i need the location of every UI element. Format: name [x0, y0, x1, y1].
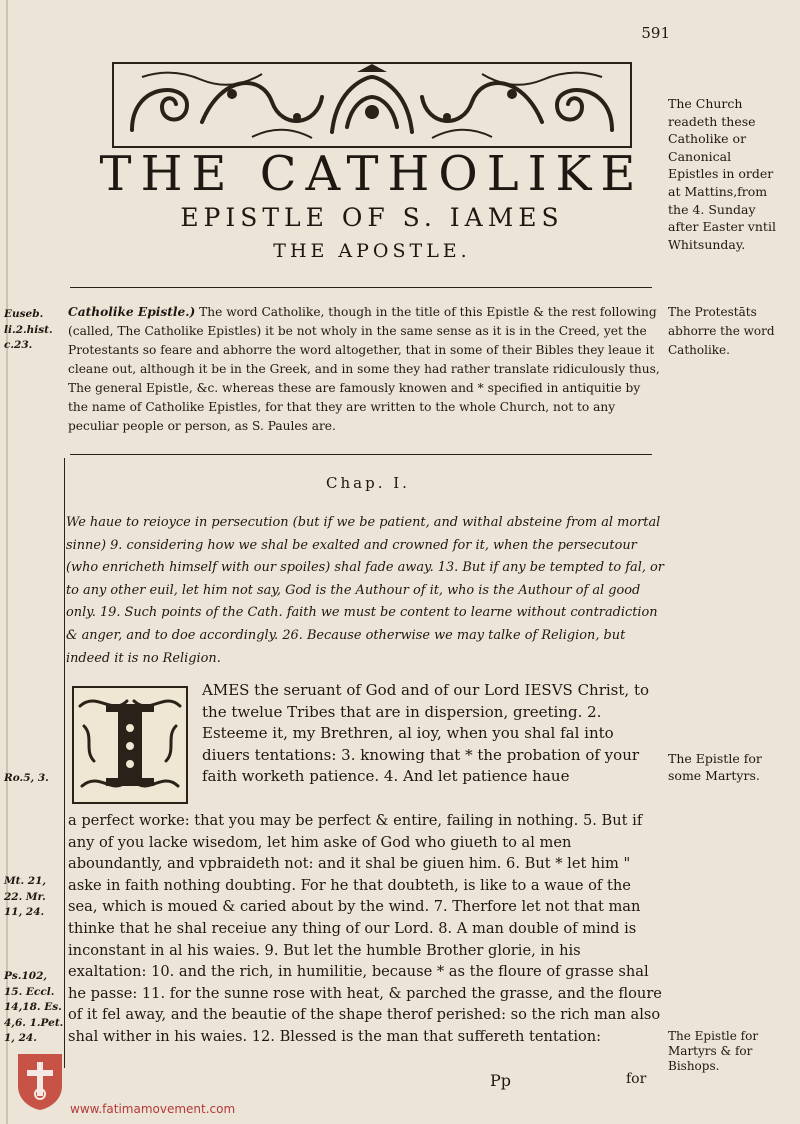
margin-note-ps: Ps.102, 15. Eccl. 14,18. Es. 4,6. 1.Pet. 1, 24.	[4, 970, 64, 1044]
book-subtitle: EPISTLE OF S. IAMES	[180, 203, 564, 232]
margin-note-protestants: The Protestāts abhorre the word Catholike.	[668, 305, 775, 357]
title-rule	[70, 287, 652, 288]
chapter-heading: Chap. I.	[326, 474, 410, 492]
page-edge	[6, 0, 8, 1124]
seal-logo-icon	[14, 1050, 66, 1112]
margin-note-epistle-bishops: The Epistle for Martyrs & for Bishops.	[668, 1029, 759, 1073]
book-subtitle-apostle: THE APOSTLE.	[273, 240, 471, 262]
intro-label: Catholike Epistle.)	[68, 305, 196, 319]
book-title: THE CATHOLIKE	[99, 146, 645, 202]
margin-note-mt: Mt. 21, 22. Mr. 11, 24.	[4, 875, 47, 918]
margin-note-church-readeth: The Church readeth these Catholike or Canonical Epistles in order at Mattins,from the 4. Sunday after Easter vntil Whitsunday.	[668, 96, 776, 252]
drop-cap-initial	[72, 686, 188, 804]
margin-note-euseb: Euseb. li.2.hist. c.23.	[4, 308, 53, 351]
verse-opening: AMES the seruant of God and of our Lord IESVS Christ, to the twelue Tribes that are in dispersion, greeting. 2. Esteeme it, my Brethren, al ioy, when you shal fal into diuers tentations: 3. knowing that * the probation of your faith worketh patience. 4. And let patience haue	[202, 681, 649, 785]
intro-paragraph	[68, 303, 662, 436]
margin-note-ro: Ro.5, 3.	[4, 772, 49, 784]
ornament-band	[112, 62, 632, 148]
intro-text: The word Catholike, though in the title of this Epistle & the rest following (called, The Catholike Epistles) it be not wholy in the same sense as it is in the Creed, yet the Protestants so feare and abhorre the word altogether, that in some of their Bibles they leaue it cleane out, although it be in the Greek, and in some they had rather translate ridiculously thus, The general Epistle, &c. whereas these are famously knowen and * specified in antiquitie by the name of Catholike Epistles, for that they are written to the whole Church, not to any peculiar people or person, as S. Paules are.	[68, 305, 660, 433]
page-number: 591	[641, 24, 670, 42]
intro-rule	[70, 454, 652, 455]
website-watermark[interactable]: www.fatimamovement.com	[70, 1102, 236, 1116]
chapter-summary: We haue to reioyce in persecution (but if we be patient, and withal absteine from al mortal sinne) 9. considering how we shal be exalted and crowned for it, when the persecutour (who enricheth himself with our spoiles) shal fade away. 13. But if any be tempted to fal, or to any other euil, let him not say, God is the Authour of it, who is the Authour of al good only. 19. Such points of the Cath. faith we must be content to learne without contradiction & anger, and to doe accordingly. 26. Because otherwise we may talke of Religion, but indeed it is no Religion.	[66, 515, 664, 666]
catchword: for	[626, 1071, 647, 1087]
verse-body: a perfect worke: that you may be perfect & entire, failing in nothing. 5. But if any of you lacke wisedom, let him aske of God who giueth to al men aboundantly, and vpbraideth not: and it shal be giuen him. 6. But * let him " aske in faith nothing doubting. For he that doubteth, is like to a waue of the sea, which is moued & caried about by the wind. 7. Therfore let not that man thinke that he shal receiue any thing of our Lord. 8. A man double of mind is inconstant in al his waies. 9. But let the humble Brother glorie, in his exaltation: 10. and the rich, in humilitie, because * as the floure of grasse shal he passe: 11. for the sunne rose with heat, & parched the grasse, and the floure of it fel away, and the beautie of the shape therof perished: so the rich man also shal wither in his waies. 12. Blessed is the man that suffereth tentation:	[68, 812, 662, 1045]
margin-note-epistle-martyrs: The Epistle for some Martyrs.	[668, 751, 762, 783]
signature-mark: Pp	[490, 1071, 512, 1090]
